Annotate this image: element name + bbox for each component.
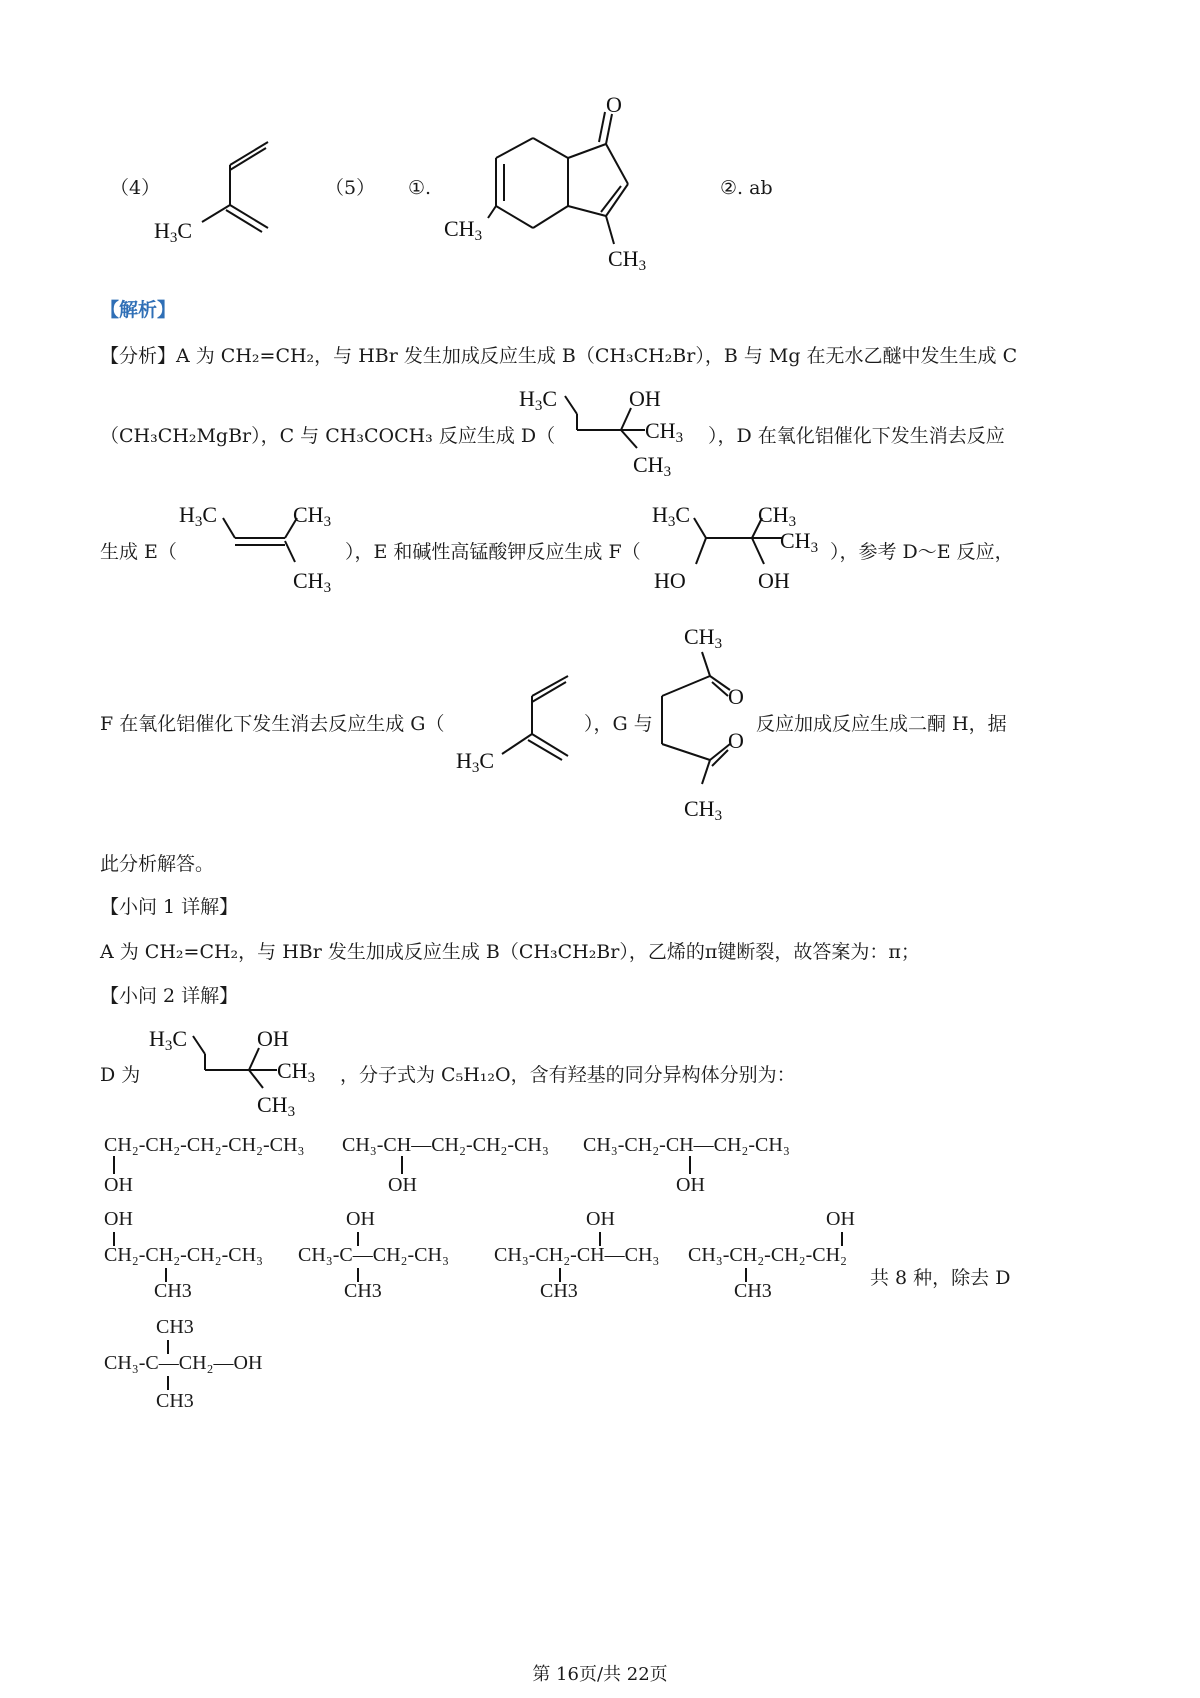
svg-text:CH3: CH3	[293, 568, 332, 596]
svg-text:CH3: CH3	[277, 1058, 316, 1086]
structure-d	[515, 382, 715, 482]
q2-d-is: D 为	[100, 1064, 141, 1086]
bicyclic-enone-structure	[438, 92, 668, 276]
h3c-label: H3C	[154, 218, 193, 246]
isomer-6-oh: OH	[586, 1208, 615, 1230]
structure-e	[175, 498, 355, 598]
isomer-8-ch3-top: CH3	[156, 1316, 194, 1338]
isoprene-structure-answer4	[150, 130, 290, 250]
isomer-8: CH₃-C—CH₂—OH	[104, 1352, 263, 1374]
q1-text: A 为 CH₂=CH₂，与 HBr 发生加成反应生成 B（CH₃CH₂Br），乙烯的π键断裂，故答案为：π；	[100, 941, 920, 963]
analysis-line-4a: F 在氧化铝催化下发生消去反应生成 G（	[100, 713, 445, 735]
q2-total-text: 共 8 种，除去 D	[870, 1267, 1011, 1289]
svg-text:CH3: CH3	[645, 418, 684, 446]
analysis-line-3b: ），E 和碱性高锰酸钾反应生成 F（	[345, 541, 641, 563]
isomer-6: CH₃-CH₂-CH—CH₃	[494, 1244, 660, 1266]
analysis-line-5: 此分析解答。	[100, 853, 215, 875]
structure-diketone	[654, 620, 764, 824]
svg-text:H3C: H3C	[179, 502, 218, 530]
svg-text:H3C: H3C	[652, 502, 691, 530]
isomer-4-oh: OH	[104, 1208, 133, 1230]
svg-text:H3C: H3C	[149, 1026, 188, 1054]
answer-4-label: （4）	[110, 177, 161, 199]
svg-text:CH3: CH3	[608, 246, 647, 274]
svg-text:CH3: CH3	[633, 452, 672, 480]
answer-5-label: （5）	[325, 177, 376, 199]
isomer-2-oh: OH	[388, 1174, 417, 1196]
analysis-line-3c: ），参考 D～E 反应，	[830, 541, 1014, 563]
isomer-1-oh: OH	[104, 1174, 133, 1196]
svg-text:CH3: CH3	[758, 502, 797, 530]
isomer-1: CH₂-CH₂-CH₂-CH₂-CH₃	[104, 1134, 305, 1156]
svg-text:H3C: H3C	[456, 748, 495, 776]
structure-g-isoprene	[452, 664, 592, 784]
svg-text:HO: HO	[654, 568, 686, 593]
svg-text:OH: OH	[629, 386, 661, 411]
isomer-4: CH₂-CH₂-CH₂-CH₃	[104, 1244, 264, 1266]
isomer-7: CH₃-CH₂-CH₂-CH₂	[688, 1244, 848, 1266]
isomer-3: CH₃-CH₂-CH—CH₂-CH₃	[583, 1134, 790, 1156]
page-footer: 第 16页/共 22页	[532, 1664, 668, 1685]
svg-text:CH3: CH3	[257, 1092, 296, 1120]
isomer-6-ch3: CH3	[540, 1280, 578, 1302]
structure-f	[648, 498, 848, 598]
analysis-line-2a: （CH₃CH₂MgBr），C 与 CH₃COCH₃ 反应生成 D（	[100, 425, 556, 447]
svg-text:CH3: CH3	[780, 528, 819, 556]
svg-text:H3C: H3C	[519, 386, 558, 414]
isomer-5-ch3: CH3	[344, 1280, 382, 1302]
svg-text:CH3: CH3	[684, 796, 723, 824]
isomer-8-ch3-bottom: CH3	[156, 1390, 194, 1412]
q2-heading: 【小问 2 详解】	[100, 985, 239, 1007]
answer-5-sub1: ①.	[408, 177, 432, 199]
svg-text:O: O	[606, 92, 622, 117]
isomer-3-oh: OH	[676, 1174, 705, 1196]
svg-text:CH3: CH3	[293, 502, 332, 530]
structure-d-q2	[145, 1022, 345, 1122]
isomer-7-oh: OH	[826, 1208, 855, 1230]
isomer-7-ch3: CH3	[734, 1280, 772, 1302]
svg-text:CH3: CH3	[444, 216, 483, 244]
section-heading: 【解析】	[100, 299, 177, 321]
q2-formula-text: ，分子式为 C₅H₁₂O，含有羟基的同分异构体分别为：	[340, 1064, 796, 1086]
svg-text:OH: OH	[758, 568, 790, 593]
isomer-5: CH₃-C—CH₂-CH₃	[298, 1244, 449, 1266]
svg-text:OH: OH	[257, 1026, 289, 1051]
q1-heading: 【小问 1 详解】	[100, 896, 239, 918]
analysis-line-3a: 生成 E（	[100, 541, 177, 563]
analysis-line-1: 【分析】A 为 CH₂=CH₂，与 HBr 发生加成反应生成 B（CH₃CH₂Br），B 与 Mg 在无水乙醚中发生生成 C	[100, 345, 1018, 367]
answer-5-sub2: ②. ab	[720, 177, 773, 199]
analysis-line-2b: ），D 在氧化铝催化下发生消去反应	[708, 425, 1005, 447]
isomer-2: CH₃-CH—CH₂-CH₂-CH₃	[342, 1134, 549, 1156]
analysis-line-4c: 反应加成反应生成二酮 H，据	[756, 713, 1007, 735]
analysis-line-4b: ），G 与	[584, 713, 653, 735]
isomer-4-ch3: CH3	[154, 1280, 192, 1302]
svg-text:O: O	[728, 728, 744, 753]
svg-text:O: O	[728, 684, 744, 709]
isomer-5-oh: OH	[346, 1208, 375, 1230]
svg-text:CH3: CH3	[684, 624, 723, 652]
